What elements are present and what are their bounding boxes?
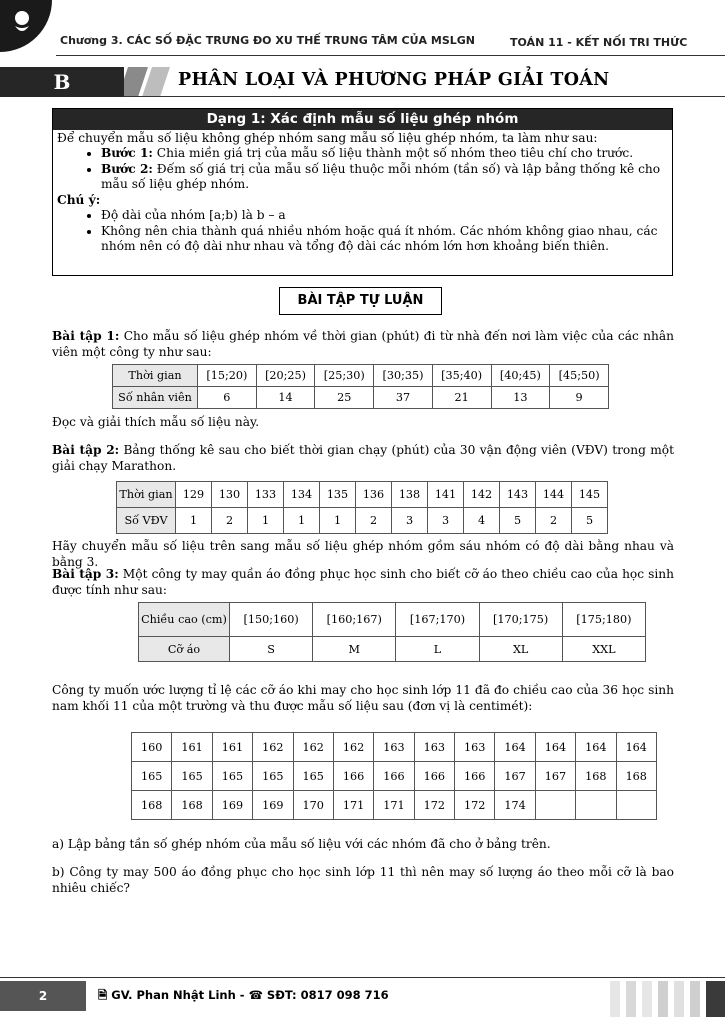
table-cell: XXL bbox=[562, 637, 645, 662]
ex3-text: Một công ty may quần áo đồng phục học sinh cho biết cỡ áo theo chiều cao của học sinh được tính như sau: bbox=[52, 567, 675, 597]
table-cell: 9 bbox=[550, 387, 609, 409]
table-cell: 171 bbox=[333, 791, 373, 820]
table-cell: 161 bbox=[212, 733, 252, 762]
ex3-size-row-size bbox=[139, 637, 646, 662]
table-cell: [40;45) bbox=[491, 365, 550, 387]
method-box-title: Dạng 1: Xác định mẫu số liệu ghép nhóm bbox=[53, 109, 672, 130]
ex2-label: Bài tập 2: bbox=[52, 443, 120, 457]
table-cell: 165 bbox=[172, 762, 212, 791]
method-step-2 bbox=[101, 162, 668, 192]
table-cell: 37 bbox=[374, 387, 433, 409]
table-cell bbox=[535, 791, 575, 820]
table-cell: 162 bbox=[333, 733, 373, 762]
logo-icon bbox=[6, 6, 38, 38]
ex1-question: Đọc và giải thích mẫu số liệu này. bbox=[52, 415, 260, 429]
ex1-row1-label: Thời gian bbox=[113, 365, 198, 387]
ex3-context: Công ty muốn ước lượng tỉ lệ các cỡ áo khi may cho học sinh lớp 11 đã đo chiều cao của 36 học sinh nam khối 11 của một trường và thu được mẫu số liệu sau (đơn vị là centimét): bbox=[52, 683, 674, 713]
table-cell: [35;40) bbox=[432, 365, 491, 387]
table-cell: 170 bbox=[293, 791, 333, 820]
table-cell: 130 bbox=[212, 482, 248, 508]
ex3-row1-label: Chiều cao (cm) bbox=[139, 603, 230, 637]
footer-divider bbox=[0, 977, 725, 978]
table-cell: [167;170) bbox=[396, 603, 479, 637]
table-cell: 14 bbox=[256, 387, 315, 409]
table-cell: 163 bbox=[414, 733, 454, 762]
ex2-table-row-count bbox=[117, 508, 608, 534]
ex1-table-row-time bbox=[113, 365, 609, 387]
table-row bbox=[132, 791, 657, 820]
table-cell: 166 bbox=[333, 762, 373, 791]
method-steps bbox=[57, 146, 668, 192]
footer-stripes bbox=[610, 981, 725, 1017]
exercise-heading: BÀI TẬP TỰ LUẬN bbox=[279, 287, 442, 315]
footer-phone: SĐT: 0817 098 716 bbox=[266, 988, 389, 1002]
method-box bbox=[52, 108, 673, 276]
table-cell: [15;20) bbox=[198, 365, 257, 387]
ex3-question-b: b) Công ty may 500 áo đồng phục cho học sinh lớp 11 thì nên may số lượng áo theo mỗi cỡ là bao nhiêu chiếc? bbox=[52, 865, 674, 895]
document-icon: 🗎 bbox=[98, 988, 108, 1002]
table-cell: 168 bbox=[172, 791, 212, 820]
table-cell: 2 bbox=[212, 508, 248, 534]
footer-author: GV. Phan Nhật Linh bbox=[111, 988, 236, 1002]
table-cell: 162 bbox=[293, 733, 333, 762]
note-list bbox=[57, 208, 668, 254]
step-2-text: Đếm số giá trị của mẫu số liệu thuộc mỗi nhóm (tần số) và lập bảng thống kê cho mẫu số liệu ghép nhóm. bbox=[101, 162, 661, 191]
ex2-table-row-time bbox=[117, 482, 608, 508]
table-cell: XL bbox=[479, 637, 562, 662]
method-step-1 bbox=[101, 146, 668, 161]
table-cell: 164 bbox=[576, 733, 616, 762]
table-cell: 171 bbox=[374, 791, 414, 820]
table-cell: 162 bbox=[253, 733, 293, 762]
step-2-label: Bước 2: bbox=[101, 162, 153, 176]
table-cell: 138 bbox=[392, 482, 428, 508]
table-cell: 1 bbox=[176, 508, 212, 534]
table-cell: 169 bbox=[253, 791, 293, 820]
header-divider bbox=[56, 55, 725, 56]
table-cell: 168 bbox=[132, 791, 172, 820]
table-cell: [30;35) bbox=[374, 365, 433, 387]
table-cell: 160 bbox=[132, 733, 172, 762]
table-cell: S bbox=[230, 637, 313, 662]
table-cell: 166 bbox=[414, 762, 454, 791]
table-cell: 2 bbox=[536, 508, 572, 534]
ex2-table bbox=[116, 481, 608, 534]
table-cell: L bbox=[396, 637, 479, 662]
method-intro: Để chuyển mẫu số liệu không ghép nhóm sang mẫu số liệu ghép nhóm, ta làm như sau: bbox=[57, 131, 598, 145]
table-cell: 3 bbox=[392, 508, 428, 534]
ex2-row2-label: Số VĐV bbox=[117, 508, 176, 534]
table-cell: 172 bbox=[455, 791, 495, 820]
table-cell: [150;160) bbox=[230, 603, 313, 637]
note-label: Chú ý: bbox=[57, 193, 101, 207]
ex3-size-table bbox=[138, 602, 646, 662]
table-cell: 4 bbox=[464, 508, 500, 534]
table-cell bbox=[576, 791, 616, 820]
table-cell: [25;30) bbox=[315, 365, 374, 387]
table-cell: 129 bbox=[176, 482, 212, 508]
table-cell: 21 bbox=[432, 387, 491, 409]
ex3-question-a: a) Lập bảng tần số ghép nhóm của mẫu số liệu với các nhóm đã cho ở bảng trên. bbox=[52, 837, 551, 851]
table-cell: 161 bbox=[172, 733, 212, 762]
table-cell: [160;167) bbox=[313, 603, 396, 637]
ex1-table bbox=[112, 364, 609, 409]
ex2-row1-label: Thời gian bbox=[117, 482, 176, 508]
table-cell: 166 bbox=[455, 762, 495, 791]
table-cell: 141 bbox=[428, 482, 464, 508]
table-cell: 1 bbox=[248, 508, 284, 534]
table-cell: 1 bbox=[320, 508, 356, 534]
ex1-table-row-count bbox=[113, 387, 609, 409]
ex3-data-table bbox=[131, 732, 657, 820]
table-cell: 165 bbox=[212, 762, 252, 791]
table-cell: [175;180) bbox=[562, 603, 645, 637]
ex1-text: Cho mẫu số liệu ghép nhóm về thời gian (phút) đi từ nhà đến nơi làm việc của các nhân viên một công ty như sau: bbox=[52, 329, 674, 359]
table-cell: 1 bbox=[284, 508, 320, 534]
table-cell: 134 bbox=[284, 482, 320, 508]
note-2: • Không nên chia thành quá nhiều nhóm hoặc quá ít nhóm. Các nhóm không giao nhau, các nhóm nên có độ dài như nhau và tổng độ dài các nhóm lớn hơn khoảng biến thiên. bbox=[101, 224, 668, 254]
table-cell: [20;25) bbox=[256, 365, 315, 387]
step-1-label: Bước 1: bbox=[101, 146, 153, 160]
table-cell: 168 bbox=[616, 762, 657, 791]
ex3-size-row-height bbox=[139, 603, 646, 637]
table-cell: 163 bbox=[374, 733, 414, 762]
table-cell: 13 bbox=[491, 387, 550, 409]
table-cell: 145 bbox=[572, 482, 608, 508]
header-chapter: Chương 3. CÁC SỐ ĐẶC TRƯNG ĐO XU THẾ TRUNG TÂM CỦA MSLGN bbox=[60, 34, 476, 47]
section-letter: B bbox=[0, 67, 124, 97]
table-cell: 5 bbox=[500, 508, 536, 534]
ex1-prompt bbox=[52, 328, 674, 360]
table-cell: 133 bbox=[248, 482, 284, 508]
page-number: 2 bbox=[0, 981, 86, 1011]
table-cell: 143 bbox=[500, 482, 536, 508]
header-logo bbox=[0, 0, 52, 52]
step-1-text: Chia miền giá trị của mẫu số liệu thành một số nhóm theo tiêu chí cho trước. bbox=[152, 146, 634, 160]
table-cell: 165 bbox=[132, 762, 172, 791]
section-title: PHÂN LOẠI VÀ PHƯƠNG PHÁP GIẢI TOÁN bbox=[178, 70, 610, 90]
table-cell: 164 bbox=[495, 733, 535, 762]
ex1-label: Bài tập 1: bbox=[52, 329, 120, 343]
table-cell: [170;175) bbox=[479, 603, 562, 637]
table-row bbox=[132, 733, 657, 762]
table-cell: 164 bbox=[616, 733, 657, 762]
table-row bbox=[132, 762, 657, 791]
table-cell: 168 bbox=[576, 762, 616, 791]
table-cell: 167 bbox=[535, 762, 575, 791]
method-box-body bbox=[53, 130, 672, 254]
ex3-label: Bài tập 3: bbox=[52, 567, 119, 581]
ex2-text: Bảng thống kê sau cho biết thời gian chạy (phút) của 30 vận động viên (VĐV) trong một giải chạy Marathon. bbox=[52, 443, 675, 473]
table-cell: 169 bbox=[212, 791, 252, 820]
footer-separator: - bbox=[235, 988, 249, 1002]
table-cell: 166 bbox=[374, 762, 414, 791]
ex2-prompt bbox=[52, 442, 674, 474]
table-cell: 174 bbox=[495, 791, 535, 820]
ex3-row2-label: Cỡ áo bbox=[139, 637, 230, 662]
table-cell: 142 bbox=[464, 482, 500, 508]
table-cell: 6 bbox=[198, 387, 257, 409]
ex1-row2-label: Số nhân viên bbox=[113, 387, 198, 409]
table-cell: 25 bbox=[315, 387, 374, 409]
table-cell: 135 bbox=[320, 482, 356, 508]
footer-author-line bbox=[98, 988, 389, 1007]
phone-icon: ☎ bbox=[248, 988, 263, 1002]
note-1: • Độ dài của nhóm [a;b) là b – a bbox=[101, 208, 668, 223]
table-cell: 172 bbox=[414, 791, 454, 820]
table-cell: M bbox=[313, 637, 396, 662]
table-cell: 5 bbox=[572, 508, 608, 534]
header-book-title: TOÁN 11 - KẾT NỐI TRI THỨC bbox=[510, 36, 688, 49]
table-cell bbox=[616, 791, 657, 820]
table-cell: 163 bbox=[455, 733, 495, 762]
table-cell: 136 bbox=[356, 482, 392, 508]
table-cell: 2 bbox=[356, 508, 392, 534]
table-cell: 165 bbox=[253, 762, 293, 791]
table-cell: 165 bbox=[293, 762, 333, 791]
table-cell: [45;50) bbox=[550, 365, 609, 387]
table-cell: 167 bbox=[495, 762, 535, 791]
ex3-prompt bbox=[52, 566, 674, 598]
table-cell: 144 bbox=[536, 482, 572, 508]
table-cell: 3 bbox=[428, 508, 464, 534]
ex2-question: Hãy chuyển mẫu số liệu trên sang mẫu số liệu ghép nhóm gồm sáu nhóm có độ dài bằng nhau và bằng 3. bbox=[52, 539, 674, 569]
table-cell: 164 bbox=[535, 733, 575, 762]
